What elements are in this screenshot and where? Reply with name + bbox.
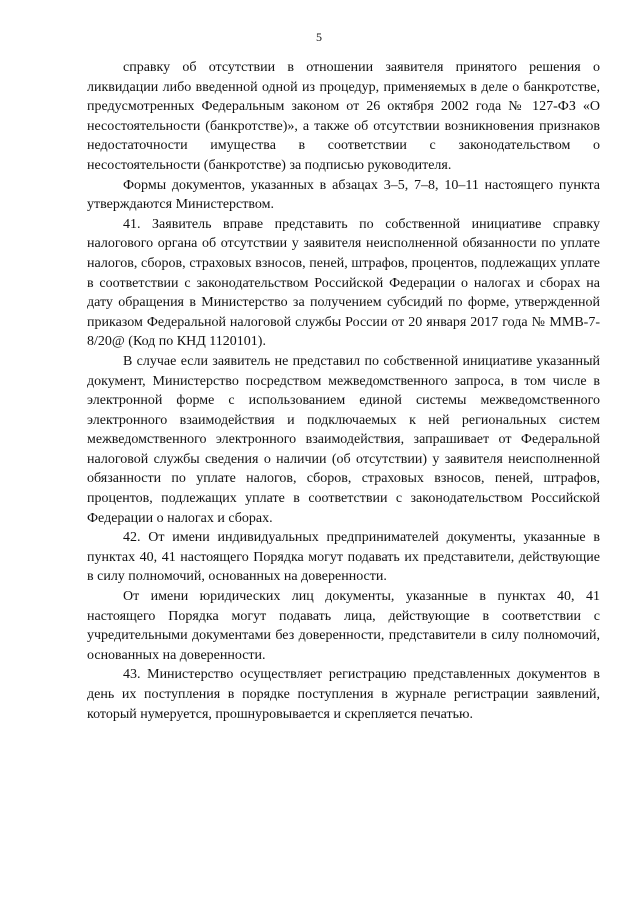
paragraph-document-forms: Формы документов, указанных в абзацах 3–5, 7–8, 10–11 настоящего пункта утверждаются Министерством. bbox=[87, 177, 600, 213]
paragraph-legal-entities: От имени юридических лиц документы, указанные в пунктах 40, 41 настоящего Порядка могут подавать лица, действующие в соответствии с учредительными документами без доверенности, представители в силу полномочий, основанных на доверенности. bbox=[87, 589, 600, 663]
paragraph-certificate-continuation: справку об отсутствии в отношении заявителя принятого решения о ликвидации либо введенной одной из процедур, применяемых в деле о банкротстве, предусмотренных Федеральным законом от 26 октября 2002 года № 127-ФЗ «О несостоятельности (банкротстве)», а также об отсутствии возникновения признаков недостаточности имущества в соответствии с законодательством о несостоятельности (банкротстве) за подписью руководителя. bbox=[87, 60, 600, 173]
paragraph-item-41: 41. Заявитель вправе представить по собственной инициативе справку налогового органа об отсутствии у заявителя неисполненной обязанности по уплате налогов, сборов, страховых взносов, пеней, штрафов, процентов, подлежащих уплате в соответствии с законодательством Российской Федерации о налогах и сборах на дату обращения в Министерство за получением субсидий по форме, утвержденной приказом Федеральной налоговой службы России от 20 января 2017 года № ММВ-7-8/20@ (Код по КНД 1120101). bbox=[87, 216, 600, 350]
paragraph-item-43: 43. Министерство осуществляет регистрацию представленных документов в день их поступления в порядке поступления в журнале регистрации заявлений, который нумеруется, прошнуровывается и скрепляется печатью. bbox=[87, 667, 600, 722]
paragraph-item-42: 42. От имени индивидуальных предпринимателей документы, указанные в пунктах 40, 41 настоящего Порядка могут подавать их представители, действующие в силу полномочий, основанных на доверенности. bbox=[87, 530, 600, 585]
page-number: 5 bbox=[316, 30, 322, 44]
document-body bbox=[87, 58, 600, 724]
paragraph-interagency-request: В случае если заявитель не представил по собственной инициативе указанный документ, Министерство посредством межведомственного запроса, в том числе в электронной форме с использованием единой системы межведомственного электронного взаимодействия и подключаемых к ней региональных систем межведомственного электронного взаимодействия, запрашивает от Федеральной налоговой службы сведения о наличии (об отсутствии) у заявителя неисполненной обязанности по уплате налогов, сборов, страховых взносов, пеней, штрафов, процентов, подлежащих уплате в соответствии с законодательством Российской Федерации о налогах и сборах. bbox=[87, 353, 600, 526]
